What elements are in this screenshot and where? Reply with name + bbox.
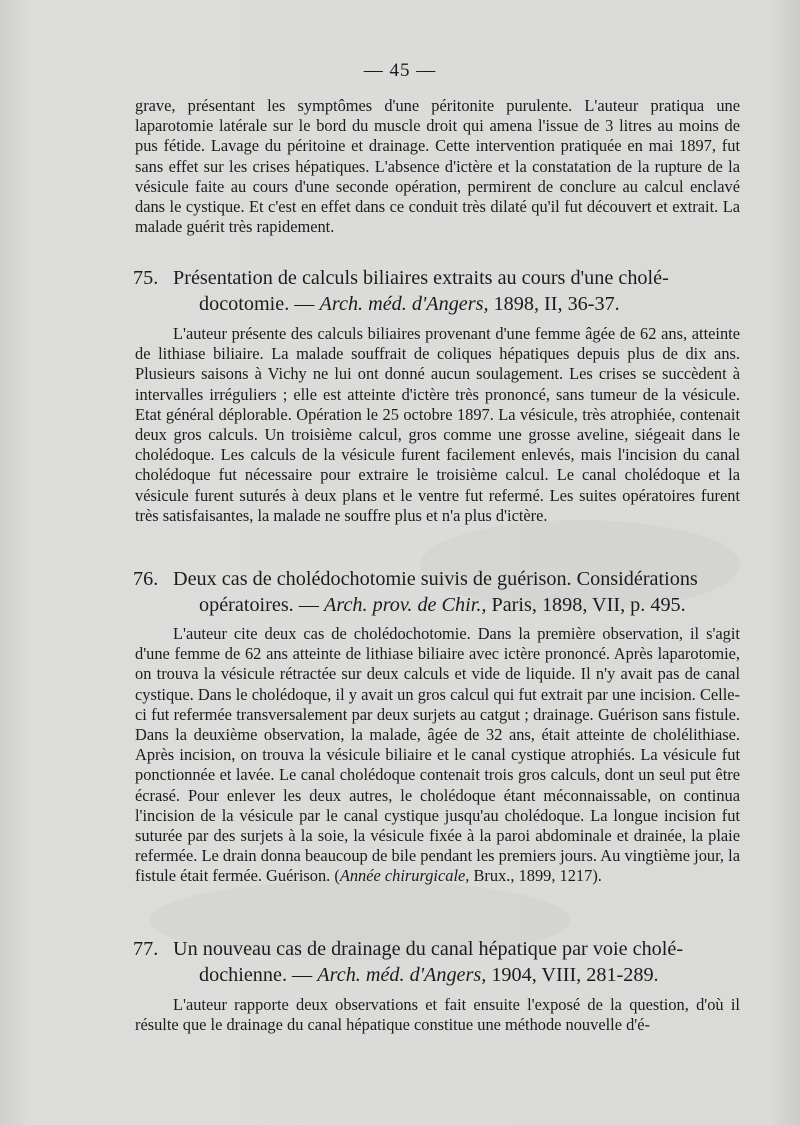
- entry-title-line2: dochienne. —: [199, 964, 318, 986]
- entry-details: 1904, VIII, 281-289.: [486, 964, 659, 986]
- intro-paragraph: grave, présentant les symptômes d'une péritonite purulente. L'auteur pratiqua une laparotomie latérale sur le bord du muscle droit qui amena l'issue de 3 litres au moins de pus fétide. Lavage du péritoine et drainage. Cette intervention pratiquée en mai 1897, fut sans effet sur les crises hépatiques. L'absence d'ictère et la constatation de la rupture de la vésicule faite au cours d'une seconde opération, permirent de conclure au calcul enclavé dans le cystique. Et c'est en effet dans ce conduit très dilaté qu'il fut découvert et extrait. La malade guérit très rapidement.: [135, 96, 740, 237]
- entry-75-text: L'auteur présente des calculs biliaires provenant d'une femme âgée de 62 ans, atteinte de lithiase biliaire. La malade souffrait de coliques hépatiques depuis plus de dix ans. Plusieurs saisons à Vichy ne lui ont donné aucun soulagement. Les crises se succèdent à intervalles irréguliers ; elle est atteinte d'ictère très prononcé, sans tumeur de la vésicule. Etat général déplorable. Opération le 25 octobre 1897. La vésicule, très atrophiée, contenait deux gros calculs. Un troisième calcul, gros comme une grosse aveline, siégeait dans le cholédoque. Les calculs de la vésicule furent facilement enlevés, mais l'incision du canal cholédoque fut nécessaire pour extraire le troisième calcul. Le canal cholédoque et la vésicule furent suturés à deux plans et le ventre fut refermé. Les suites opératoires furent très satisfaisantes, la malade ne souffre plus et n'a plus d'ictère.: [135, 324, 740, 525]
- entry-76-text-main: L'auteur cite deux cas de cholédochotomie. Dans la première observation, il s'agit d'une femme de 62 ans atteinte de lithiase biliaire avec ictère prononcé. Après laparotomie, on trouva la vésicule rétractée sur deux calculs et vide de liquide. Il n'y avait pas de canal cystique. Dans le cholédoque, il y avait un gros calcul qui fut extrait par une incision. Celle-ci fut refermée transversalement par deux surjets au catgut ; drainage. Guérison sans fistule. Dans la deuxième observation, la malade, âgée de 32 ans, était atteinte de cholélithiase. Après incision, on trouva la vésicule biliaire et le canal cystique atrophiés. La vésicule fut ponctionnée et lavée. Le canal cholédoque contenait trois gros calculs, dont un seul put être écrasé. Pour enlever les deux autres, le cholédoque étant méconnaissable, on continua l'incision de la vésicule par le canal cystique jusqu'au cholédoque. La longue incision fut suturée par des surjets à la soie, la vésicule fixée à la paroi abdominale et drainée, la plaie refermée. Le drain donna beaucoup de bile pendant les premiers jours. Au vingtième jour, la fistule était fermée. Guérison. (: [135, 624, 740, 886]
- entry-75-heading: [133, 265, 745, 317]
- entry-source: Arch. méd. d'Angers,: [319, 293, 489, 315]
- entry-source: Arch. prov. de Chir.,: [324, 594, 487, 616]
- entry-77-heading: [133, 936, 745, 988]
- entry-source: Arch. méd. d'Angers,: [317, 964, 487, 986]
- entry-76-body: [135, 624, 740, 887]
- entry-title-line1: Présentation de calculs biliaires extraits au cours d'une cholé-: [173, 267, 669, 289]
- entry-76-text: [135, 624, 740, 887]
- entry-title-line1: Deux cas de cholédochotomie suivis de guérison. Considérations: [173, 568, 698, 590]
- page-number: — 45 —: [363, 60, 437, 81]
- entry-77-text: L'auteur rapporte deux observations et fait ensuite l'exposé de la question, d'où il résulte que le drainage du canal hépatique constitue une méthode nouvelle d'é-: [135, 995, 740, 1035]
- entry-title-line2: docotomie. —: [199, 293, 320, 315]
- entry-title-line1: Un nouveau cas de drainage du canal hépatique par voie cholé-: [173, 938, 684, 960]
- entry-number: 75.: [133, 267, 159, 289]
- entry-76-heading: [133, 566, 745, 618]
- entry-77-body: [135, 995, 740, 1035]
- intro-paragraph-block: [135, 96, 740, 237]
- entry-details: 1898, II, 36-37.: [488, 293, 620, 315]
- entry-75-body: [135, 324, 740, 526]
- entry-details: Paris, 1898, VII, p. 495.: [486, 594, 686, 616]
- entry-title-line2: opératoires. —: [199, 594, 325, 616]
- entry-number: 77.: [133, 938, 159, 960]
- entry-76-text-end: Brux., 1899, 1217).: [469, 866, 602, 886]
- entry-76-text-italic: Année chirurgicale,: [339, 866, 470, 886]
- entry-number: 76.: [133, 568, 159, 590]
